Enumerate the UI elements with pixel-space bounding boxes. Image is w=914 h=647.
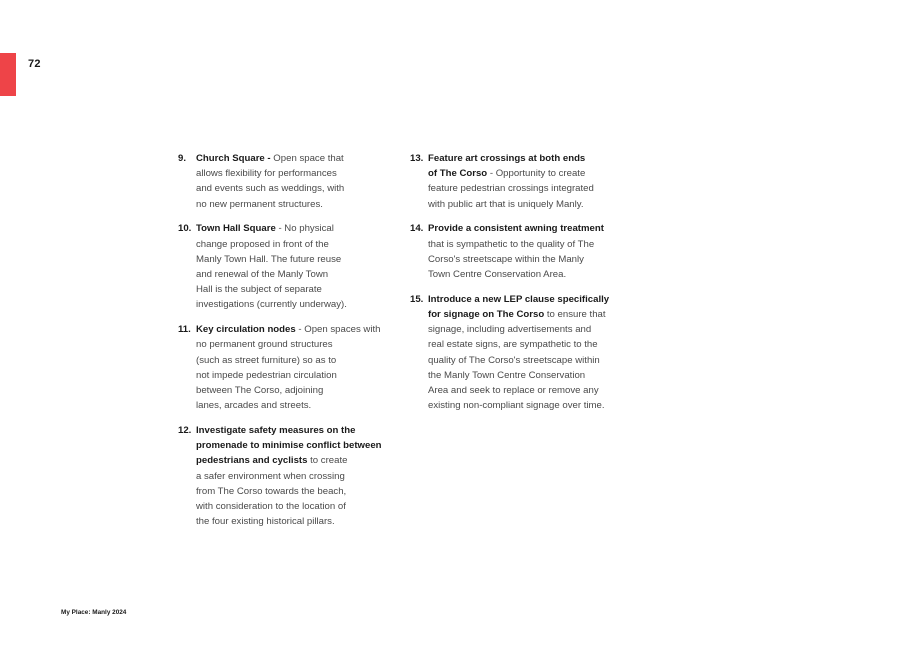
list-item-line (428, 252, 630, 267)
list-item-text: to create (307, 455, 348, 467)
list-item-line (196, 151, 398, 166)
list-item-line (428, 353, 630, 368)
list-item-heading: Key circulation nodes (196, 324, 296, 336)
list-item-line (196, 297, 398, 312)
list-item-text: - Opportunity to create (487, 168, 586, 180)
list-item-text: Hall is the subject of separate (196, 284, 322, 296)
list-item-line (428, 237, 630, 252)
list-item-line (428, 307, 630, 322)
list-item-line (196, 383, 398, 398)
list-item-line (428, 166, 630, 181)
list-item-text: investigations (currently underway). (196, 299, 347, 311)
list-item-text: and renewal of the Manly Town (196, 269, 329, 281)
list-item-line (196, 322, 398, 337)
footer-text: My Place: Manly 2024 (61, 609, 127, 616)
list-item-heading: Feature art crossings at both ends (428, 153, 586, 164)
list-item (178, 151, 398, 212)
list-item-text: between The Corso, adjoining (196, 385, 324, 397)
list-item-line (196, 484, 398, 499)
list-item-heading: Town Hall Square (196, 223, 276, 235)
list-item-text: that is sympathetic to the quality of The (428, 238, 595, 250)
list-item-line (428, 322, 630, 337)
list-item-line (428, 267, 630, 282)
list-item (410, 292, 630, 414)
list-item-text: real estate signs, are sympathetic to the (428, 339, 598, 351)
list-item-heading: Investigate safety measures on the (196, 425, 356, 437)
list-item-line (196, 423, 398, 438)
list-item-text: lanes, arcades and streets. (196, 400, 312, 412)
list-item-line (196, 469, 398, 484)
list-item-text: to ensure that (544, 309, 606, 321)
list-item-line (196, 353, 398, 368)
page-number: 72 (28, 58, 41, 70)
list-item-line (428, 337, 630, 352)
list-item-text: with public art that is uniquely Manly. (428, 198, 584, 210)
list-item-text: quality of The Corso's streetscape within (428, 354, 600, 366)
list-item-line (428, 221, 630, 236)
list-item-heading: Provide a consistent awning treatment (428, 223, 604, 235)
list-item-text: (such as street furniture) so as to (196, 354, 337, 366)
list-item-line (428, 197, 630, 212)
list-item-text: from The Corso towards the beach, (196, 485, 347, 497)
list-item-line (196, 282, 398, 297)
list-item-line (196, 368, 398, 383)
list-item-line (428, 383, 630, 398)
list-item-number: 14. (410, 223, 424, 235)
list-item-line (196, 337, 398, 352)
list-item-text: - No physical (275, 223, 334, 235)
list-item-line (196, 453, 398, 468)
page-accent-tab (0, 53, 16, 96)
list-item-number: 15. (410, 293, 424, 305)
list-item-line (196, 181, 398, 196)
list-item-line (196, 252, 398, 267)
list-item-heading: promenade to minimise conflict between (196, 440, 382, 452)
list-item-line (196, 166, 398, 181)
list-item-line (428, 151, 630, 166)
list-item-line (428, 292, 630, 307)
list-item-heading: of The Corso (428, 168, 488, 180)
list-item-line (196, 514, 398, 529)
list-item-text: with consideration to the location of (196, 501, 346, 513)
list-item-text: no new permanent structures. (196, 198, 323, 210)
list-item-line (428, 398, 630, 413)
list-item-text: signage, including advertisements and (428, 324, 592, 336)
list-item-text: Town Centre Conservation Area. (428, 269, 567, 281)
list-item-text: not impede pedestrian circulation (196, 369, 337, 381)
list-item-text: a safer environment when crossing (196, 470, 345, 482)
list-item-text: Manly Town Hall. The future reuse (196, 253, 342, 265)
list-item-text: - Open spaces with (295, 324, 381, 336)
list-item-text: and events such as weddings, with (196, 183, 345, 195)
list-item-text: existing non-compliant signage over time. (428, 400, 605, 412)
list-item (178, 221, 398, 312)
list-item-text: Open space that (270, 153, 344, 164)
list-item (178, 322, 398, 413)
list-item (410, 151, 630, 212)
list-item-number: 10. (178, 223, 192, 235)
list-item-heading: Church Square - (196, 153, 271, 164)
list-item-line (196, 197, 398, 212)
list-item-line (196, 398, 398, 413)
list-item-line (196, 237, 398, 252)
list-item-line (428, 181, 630, 196)
list-item-text: feature pedestrian crossings integrated (428, 183, 594, 195)
list-item-text: the Manly Town Centre Conservation (428, 369, 586, 381)
list-item-heading: for signage on The Corso (428, 309, 545, 321)
list-item (178, 423, 398, 529)
list-item-line (196, 221, 398, 236)
list-item-text: no permanent ground structures (196, 339, 333, 351)
list-item-text: allows flexibility for performances (196, 168, 337, 180)
left-column (178, 151, 398, 539)
list-item-heading: pedestrians and cyclists (196, 455, 308, 467)
list-item-line (196, 499, 398, 514)
list-item-line (428, 368, 630, 383)
list-item-number: 11. (178, 324, 191, 336)
list-item-text: Area and seek to replace or remove any (428, 385, 599, 397)
list-item-heading: Introduce a new LEP clause specifically (428, 293, 610, 305)
list-item-text: the four existing historical pillars. (196, 516, 335, 528)
list-item-text: Corso's streetscape within the Manly (428, 253, 584, 265)
right-column (410, 151, 630, 423)
list-item-text: change proposed in front of the (196, 238, 329, 250)
list-item-number: 12. (178, 425, 192, 437)
list-item-number: 9. (178, 153, 187, 164)
list-item-number: 13. (410, 153, 424, 164)
list-item-line (196, 267, 398, 282)
list-item (410, 221, 630, 282)
list-item-line (196, 438, 398, 453)
